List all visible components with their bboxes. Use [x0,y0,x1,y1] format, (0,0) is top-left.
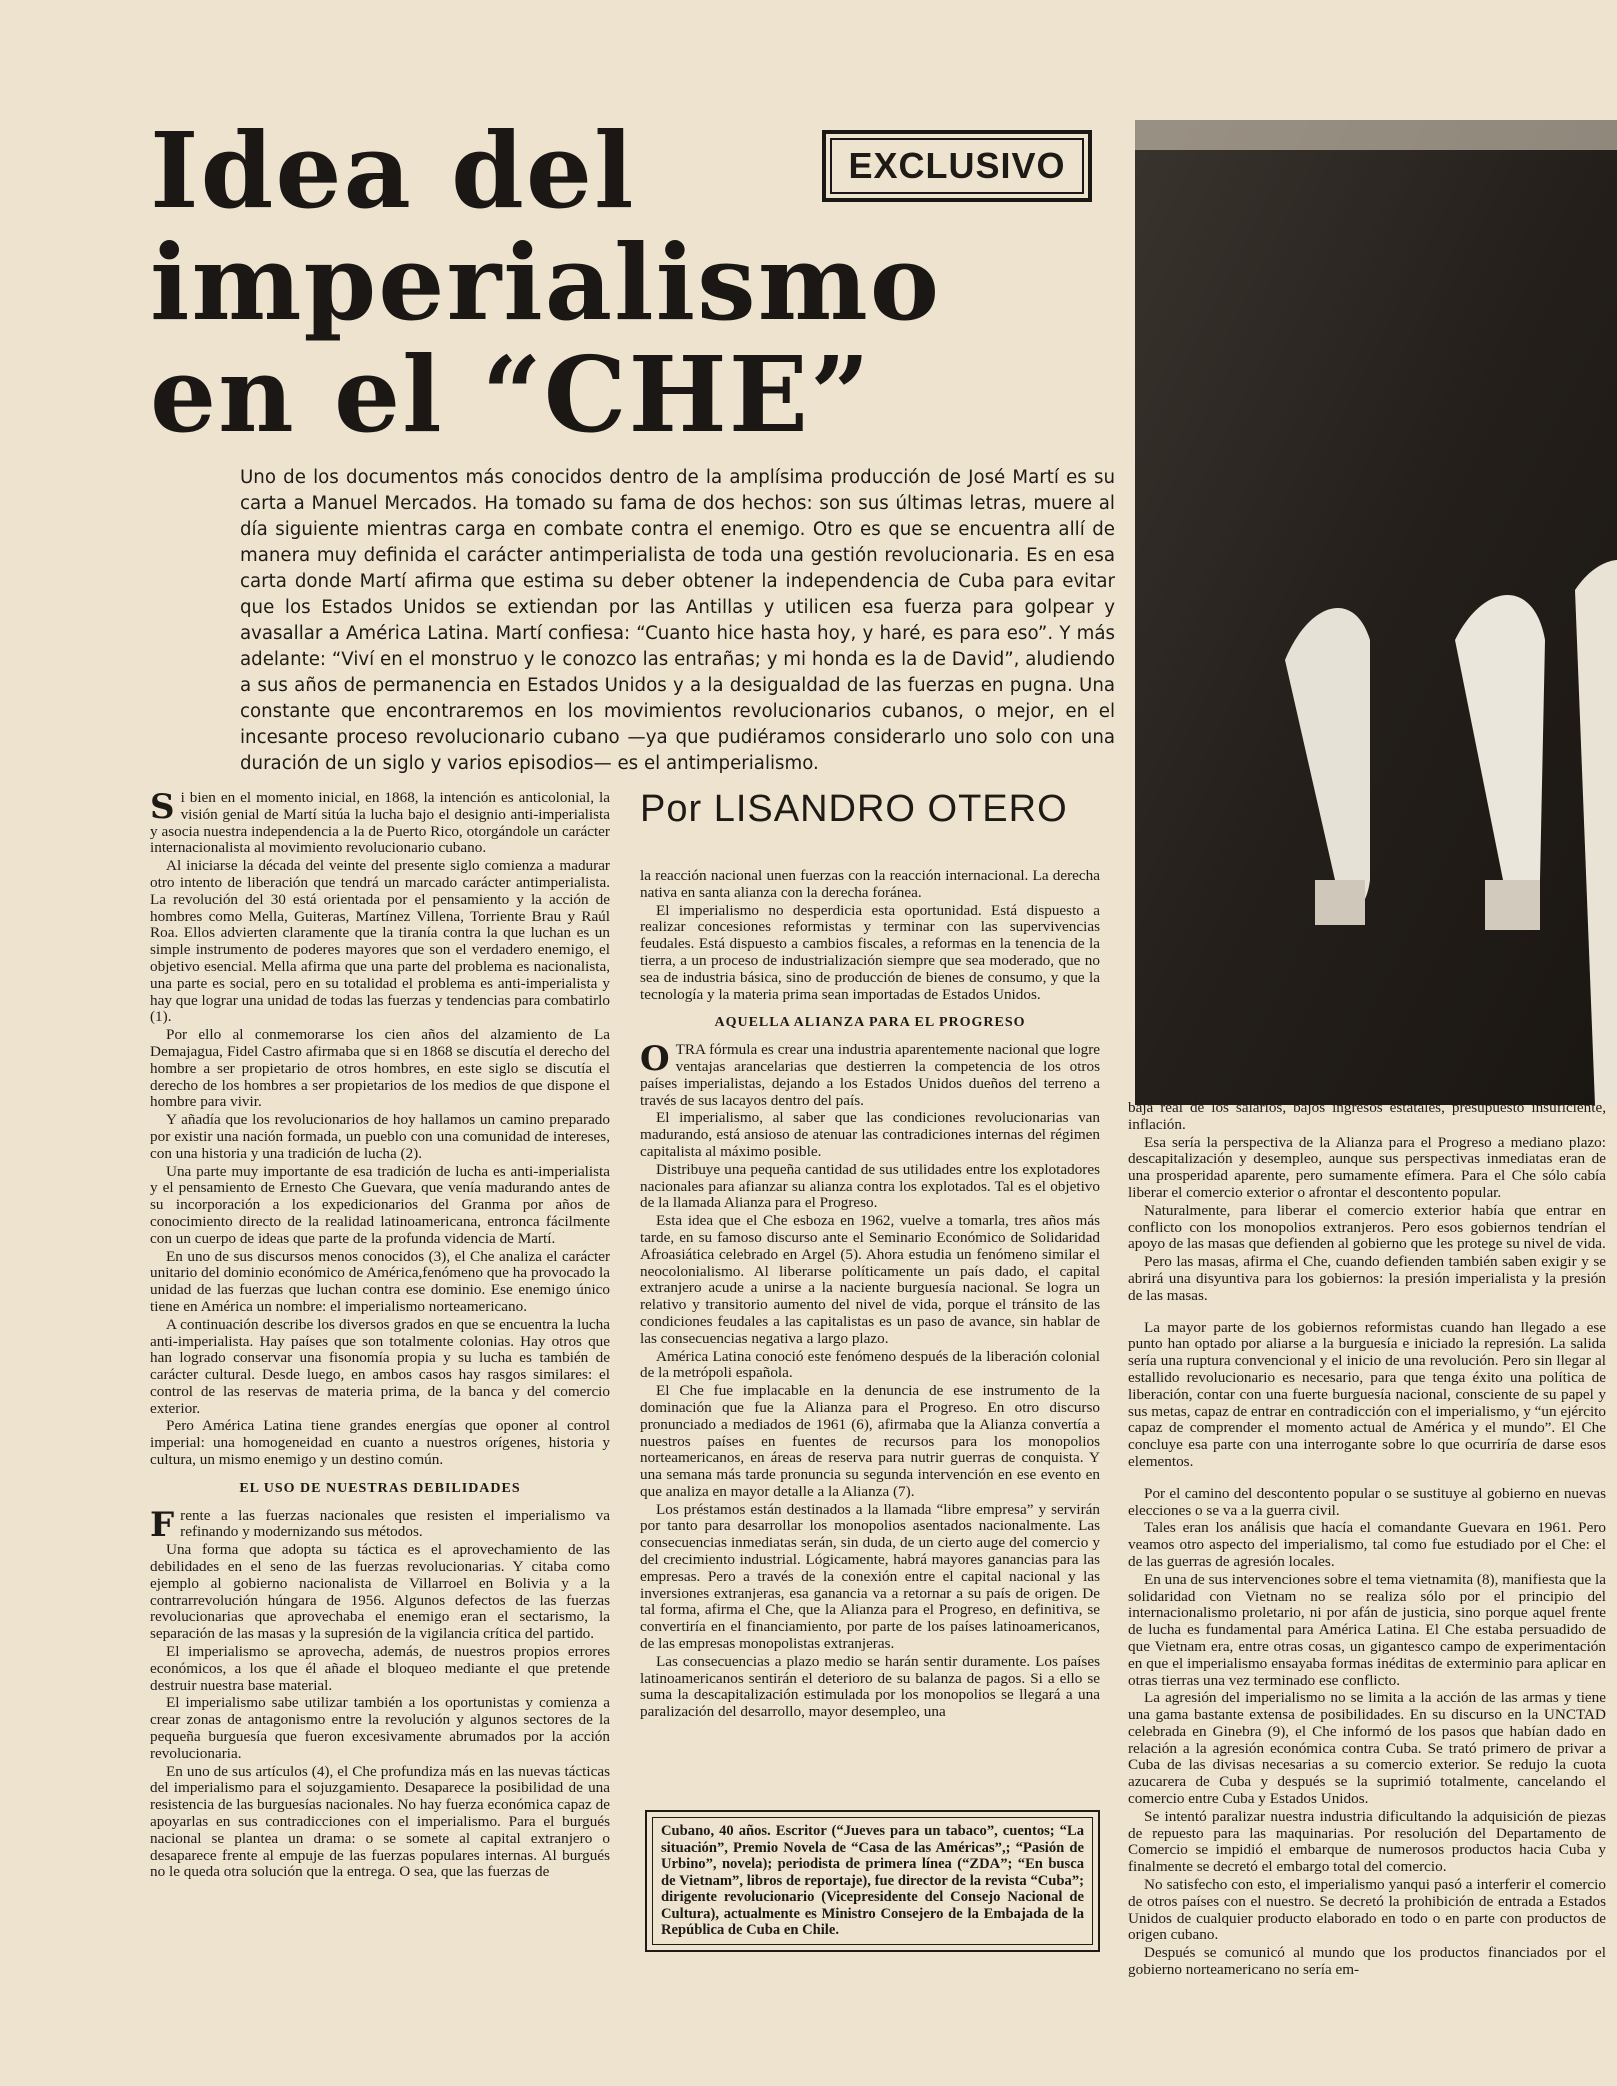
section-subhead: AQUELLA ALIANZA PARA EL PROGRESO [714,1015,1026,1031]
paragraph: Si bien en el momento inicial, en 1868, la intención es anticolonial, la visión genial de Martí sitúa la lucha bajo el designio anti-imperialista y asocia nuestra independencia a la de Puerto Rico, otorgándole un carácter internacionalista al movimiento revolucionario cubano. [150,787,610,857]
paragraph: Tales eran los análisis que hacía el comandante Guevara en 1961. Pero veamos otro aspecto del imperialismo, tal como fue estudiado por el Che: el de las guerras de agresión locales. [1128,1519,1606,1570]
paragraph: Una forma que adopta su táctica es el aprovechamiento de las debilidades en el seno de las fuerzas revolucionarias. Y citaba como ejemplo al gobierno nacionalista de Villarroel en Bolivia y a la contrarrevolución húngara de 1956. Algunos defectos de las fuerzas revolucionarias que aprovechaba el enemigo eran el sectarismo, la separación de las masas y la supresión de la vigilancia crítica del partido. [150,1541,610,1643]
paragraph: A continuación describe los diversos grados en que se encuentra la lucha anti-imperialista. Hay países que son totalmente colonias. Hay otros que han logrado conservar una fisonomía propia y su lucha es también de carácter cultural. Desde luego, en ambos casos hay rasgos similares: el control de las reservas de materia prima, de la banca y del comercio exterior. [150,1315,610,1417]
paragraph: La agresión del imperialismo no se limita a la acción de las armas y tiene una gama bastante extensa de posibilidades. En su discurso en la UNCTAD celebrada en Ginebra (9), el Che informó de los pasos que habían dado en relación a la agresión económica contra Cuba. Se trató primero de privar a Cuba de las divisas necesarias a su comercio exterior. Se redujo la cuota azucarera de Cuba y después se la suprimió totalmente, cancelando el comercio entre Cuba y Estados Unidos. [1128,1689,1606,1808]
paragraph: En una de sus intervenciones sobre el tema vietnamita (8), manifiesta que la solidaridad con Vietnam no se realiza sólo por el principio del internacionalismo proletario, ni por afán de justicia, sino porque aquel frente de lucha es fundamental para América Latina. El Che estaba persuadido de que Vietnam era, entre otras cosas, un gigantesco campo de experimentación en que el imperialismo ensayaba formas inéditas de exterminio para aplicar en otras tierras una vez terminado ese conflicto. [1128,1570,1606,1689]
paragraph: Esa sería la perspectiva de la Alianza para el Progreso a mediano plazo: descapitalización y desempleo, aunque sus perspectivas inmediatas eran de una prosperidad aparente, pero sumamente efímera. Para el Che sólo cabía liberar el comercio exterior o afrontar el descontento popular. [1128,1133,1606,1201]
paragraph: Frente a las fuerzas nacionales que resisten el imperialismo va refinando y modernizando sus métodos. [150,1504,610,1545]
paragraph: Por ello al conmemorarse los cien años del alzamiento de La Demajagua, Fidel Castro afirmaba que si en 1868 se discutía el derecho del hombre a ser propietario de otros hombres, en este siglo se discutía el derecho de los hombres a ser propietarios de los medios de que dispone el hombre para vivir. [150,1026,610,1111]
intro-paragraph: Uno de los documentos más conocidos dentro de la amplísima producción de José Martí es su carta a Manuel Mercados. Ha tomado su fama de dos hechos: son sus últimas letras, muere al día siguiente mientras carga en combate contra el enemigo. Otro es que se encuentra allí de manera muy definida el carácter antimperialista de toda una gestión revolucionaria. Es en esa carta donde Martí afirma que estima su deber obtener la independencia de Cuba para evitar que los Estados Unidos se extiendan por las Antillas y utilicen esa fuerza para golpear y avasallar a América Latina. Martí confiesa: “Cuanto hice hasta hoy, y haré, es para eso”. Y más adelante: “Viví en el monstruo y le conozco las entrañas; y mi honda es la de David”, aludiendo a sus años de permanencia en Estados Unidos y a la desigualdad de las fuerzas en pugna. Una constante que encontraremos en los movimientos revolucionarios cubanos, o mejor, en el incesante proceso revolucionario cubano —ya que pudiéramos considerarlo uno solo con una duración de un siglo y varios episodios— es el antimperialismo. [240,467,1115,774]
drop-cap: F [150,1504,175,1545]
paragraph: Esta idea que el Che esboza en 1962, vuelve a tomarla, tres años más tarde, en su famoso discurso ante el Seminario Económico de Solidaridad Afroasiática celebrado en Argel (5). Ahora estudia un fenómeno similar el neocolonialismo. Al liberarse políticamente un país dado, el capital extranjero acude a unirse a la naciente burguesía nacional. Se logra un relativo y transitorio aumento del nivel de vida, porque el tránsito de las condiciones feudales a las capitalistas es un paso de avance, sin hablar de las consecuencias negativa a largo plazo. [640,1212,1100,1347]
paragraph: Las consecuencias a plazo medio se harán sentir duramente. Los países latinoamericanos sentirán el deterioro de su balanza de pagos. Si a ello se suma la descapitalización estimulada por los monopolios se llegará a una paralización del desarrollo, mayor desempleo, una [640,1652,1100,1721]
paragraph: La mayor parte de los gobiernos reformistas cuando han llegado a ese punto han optado por aliarse a la burguesía e iniciado la represión. La salida sería una ruptura convencional y el inicio de una revolución. Pero sin llegar al estallido revolucionario es necesario, para que tenga éxito una política de liberación, contar con una fuerte burguesía nacional, consciente de su papel y sus metas, capaz de entrar en contradicción con el imperialismo, y “un ejército capaz de comprender el momento actual de América y el mundo”. El Che concluye esa parte con una interrogante sobre lo que ocurriría de darse esos elementos. [1128,1318,1606,1470]
paragraph: Después se comunicó al mundo que los productos financiados por el gobierno norteamericano no sería em- [1128,1944,1606,1979]
paragraph: Pero las masas, afirma el Che, cuando defienden también saben exigir y se abrirá una disyuntiva para los gobiernos: la presión imperialista y la presión de las masas. [1128,1253,1606,1304]
article-column-3 [1128,1100,1606,1980]
article-photo [1135,120,1617,1105]
paragraph: El imperialismo no desperdicia esta oportunidad. Está dispuesto a realizar concesiones reformistas y terminar con las supervivencias feudales. Está dispuesto a cambios fiscales, a reformas en la tenencia de la tierra, a un proceso de industrialización siempre que sea moderado, que no sea de industria básica, sino de producción de bienes de consumo, y que la tecnología y la materia prima sean importadas de Estados Unidos. [640,901,1100,1003]
spacer [1128,1306,1606,1320]
paragraph: En uno de sus discursos menos conocidos (3), el Che analiza el carácter unitario del dominio económico de América,fenómeno que ha provocado la unidad de las fuerzas que luchan contra ese dominio. Ese enemigo único tiene en América un nombre: el imperialismo norteamericano. [150,1247,610,1315]
headline-line-3: en el “CHE” [150,333,872,456]
paragraph: Distribuye una pequeña cantidad de sus utilidades entre los explotadores nacionales para afianzar su alianza contra los explotados. Tal es el objetivo de la llamada Alianza para el Progreso. [640,1160,1100,1212]
paragraph: Al iniciarse la década del veinte del presente siglo comienza a madurar otro intento de liberación que tendrá un marcado carácter antimperialista. La revolución del 30 está orientada por el pensamiento y la acción de hombres como Mella, Guiteras, Martínez Villena, Torriente Brau y Raúl Roa. Ellos advierten claramente que la tiranía contra la que luchan es un simple instrumento de poderes mayores que son el verdadero enemigo, el objetivo esencial. Mella afirma que una parte del problema es nacionalista, una parte es social, pero en su totalidad el problema es anti-imperialista y hay que lograr una unidad de todas las fuerzas y tendencias para combatirlo (1). [150,857,610,1026]
paragraph: No satisfecho con esto, el imperialismo yanqui pasó a interferir el comercio de otros países con el nuestro. Se decretó la prohibición de entrada a Estados Unidos de cualquier producto elaborado en todo o en parte con productos de origen cubano. [1128,1876,1606,1944]
paragraph: Por el camino del descontento popular o se sustituye al gobierno en nuevas elecciones o se va a la guerra civil. [1128,1484,1606,1519]
article-column-1 [150,787,610,1882]
drop-cap: S [150,787,175,827]
author-bio-text: Cubano, 40 años. Escritor (“Jueves para un tabaco”, cuentos; “La situación”, Premio Novela de “Casa de las Américas”,; “Pasión de Urbino”, novela); periodista de primera línea (“ZDA”; “En busca de Vietnam”, libros de reportaje), fue director de la revista “Cuba”; dirigente revolucionario (Vicepresidente del Consejo Nacional de Cultura), actualmente es Ministro Consejero de la Embajada de la República de Cuba en Chile. [652,1817,1093,1945]
paragraph: El imperialismo se aprovecha, además, de nuestros propios errores económicos, a los que él añade el bloqueo mediante el que pretende destruir nuestra base material. [150,1643,610,1694]
exclusive-badge-label: EXCLUSIVO [830,138,1084,194]
photo-illustration [1135,120,1617,1105]
paragraph: Pero América Latina tiene grandes energías que oponer al control imperial: una homogeneidad en cuanto a nuestros orígenes, historia y cultura, un mismo enemigo y un destino común. [150,1417,610,1469]
paragraph: Se intentó paralizar nuestra industria dificultando la adquisición de piezas de repuesto para las maquinarias. Por resolución del Departamento de Comercio se impidió el embarque de numerosos productos hacia Cuba y finalmente se decretó el embargo total del comercio. [1128,1807,1606,1876]
drop-cap: O [640,1039,670,1080]
paragraph: El imperialismo sabe utilizar también a los oportunistas y comienza a crear zonas de antagonismo entre la revolución y algunos sectores de la pequeña burguesía que fueron excesivamente abrumados por la acción revolucionaria. [150,1694,610,1762]
paragraph: OTRA fórmula es crear una industria aparentemente nacional que logre ventajas arancelarias que destierren la competencia de los otros países imperialistas, dejando a los Estados Unidos dueños del terreno a través de sus lacayos dentro del país. [640,1039,1100,1109]
author-bio-box [645,1810,1100,1952]
paragraph: El imperialismo, al saber que las condiciones revolucionarias van madurando, está ansioso de atenuar las contradiciones internas del régimen capitalista al máximo posible. [640,1109,1100,1160]
paragraph: Una parte muy importante de esa tradición de lucha es anti-imperialista y el pensamiento de Ernesto Che Guevara, que venía madurando antes de su incorporación a los expedicionarios del Granma por años de conocimiento directo de la realidad latinoamericana, entronca fácilmente con un cuerpo de ideas que parte de la profunda videncia de Martí. [150,1162,610,1247]
headline-line-1: Idea del [150,109,636,232]
headline-line-2: imperialismo [150,221,942,344]
paragraph: Naturalmente, para liberar el comercio exterior había que entrar en conflicto con los monopolios extranjeros. Pero esos gobiernos tendrían el apoyo de las masas que defienden al gobierno que les protege su nivel de vida. [1128,1201,1606,1253]
paragraph: En uno de sus artículos (4), el Che profundiza más en las nuevas tácticas del imperialismo para el sojuzgamiento. Desaparece la posibilidad de una resistencia de las burguesías nacionales. No hay fuerza económica capaz de apoyarlas en sus contradicciones con el imperialismo. Para el burgués nacional se plantea un drama: o se somete al capital extranjero o desaparece frente al empuje de las fuerzas populares internas. Al burgués no le queda otra solución que la entrega. O sea, que las fuerzas de [150,1762,610,1881]
exclusive-badge [822,130,1092,202]
paragraph: El Che fue implacable en la denuncia de ese instrumento de la dominación que fue la Alianza para el Progreso. En otro discurso pronunciado a mediados de 1961 (6), afirmaba que la Alianza convertía a nuestros países en fuentes de recursos para los monopolios norteamericanos, en áreas de reserva para nutrir guerras de conquista. Y una semana más tarde pronuncia su segunda intervención en ese evento en que analiza en mayor detalle a la Alianza (7). [640,1382,1100,1500]
byline: Por LISANDRO OTERO [640,788,1068,830]
paragraph: baja real de los salarios, bajos ingresos estatales, presupuesto insuficiente, inflación. [1128,1099,1606,1133]
spacer [1128,1472,1606,1486]
paragraph: la reacción nacional unen fuerzas con la reacción internacional. La derecha nativa en santa alianza con la derecha foránea. [640,867,1100,901]
paragraph: Y añadía que los revolucionarios de hoy hallamos un camino preparado por existir una nación formada, un pueblo con una comunidad de intereses, con una historia y una tradición de lucha (2). [150,1111,610,1162]
section-subhead: EL USO DE NUESTRAS DEBILIDADES [239,1480,521,1496]
paragraph: América Latina conoció este fenómeno después de la liberación colonial de la metrópoli española. [640,1347,1100,1382]
paragraph: Los préstamos están destinados a la llamada “libre empresa” y servirán por tanto para desarrollar los monopolios asentados nacionalmente. Las consecuencias inmediatas serán, sin duda, de un cierto auge del comercio y del crecimiento industrial. Lógicamente, habrá mayores ganancias para las empresas. Pero a través de la conexión entre el capital nacional y las inversiones extranjeras, esa ganancia va a retornar a su país de origen. De tal forma, afirma el Che, que la Alianza para el Progreso, en definitiva, se convertiría en el financiamiento, por parte de los países latinoamericanos, de las empresas monopolistas extranjeras. [640,1500,1100,1653]
article-column-2 [640,868,1100,1722]
